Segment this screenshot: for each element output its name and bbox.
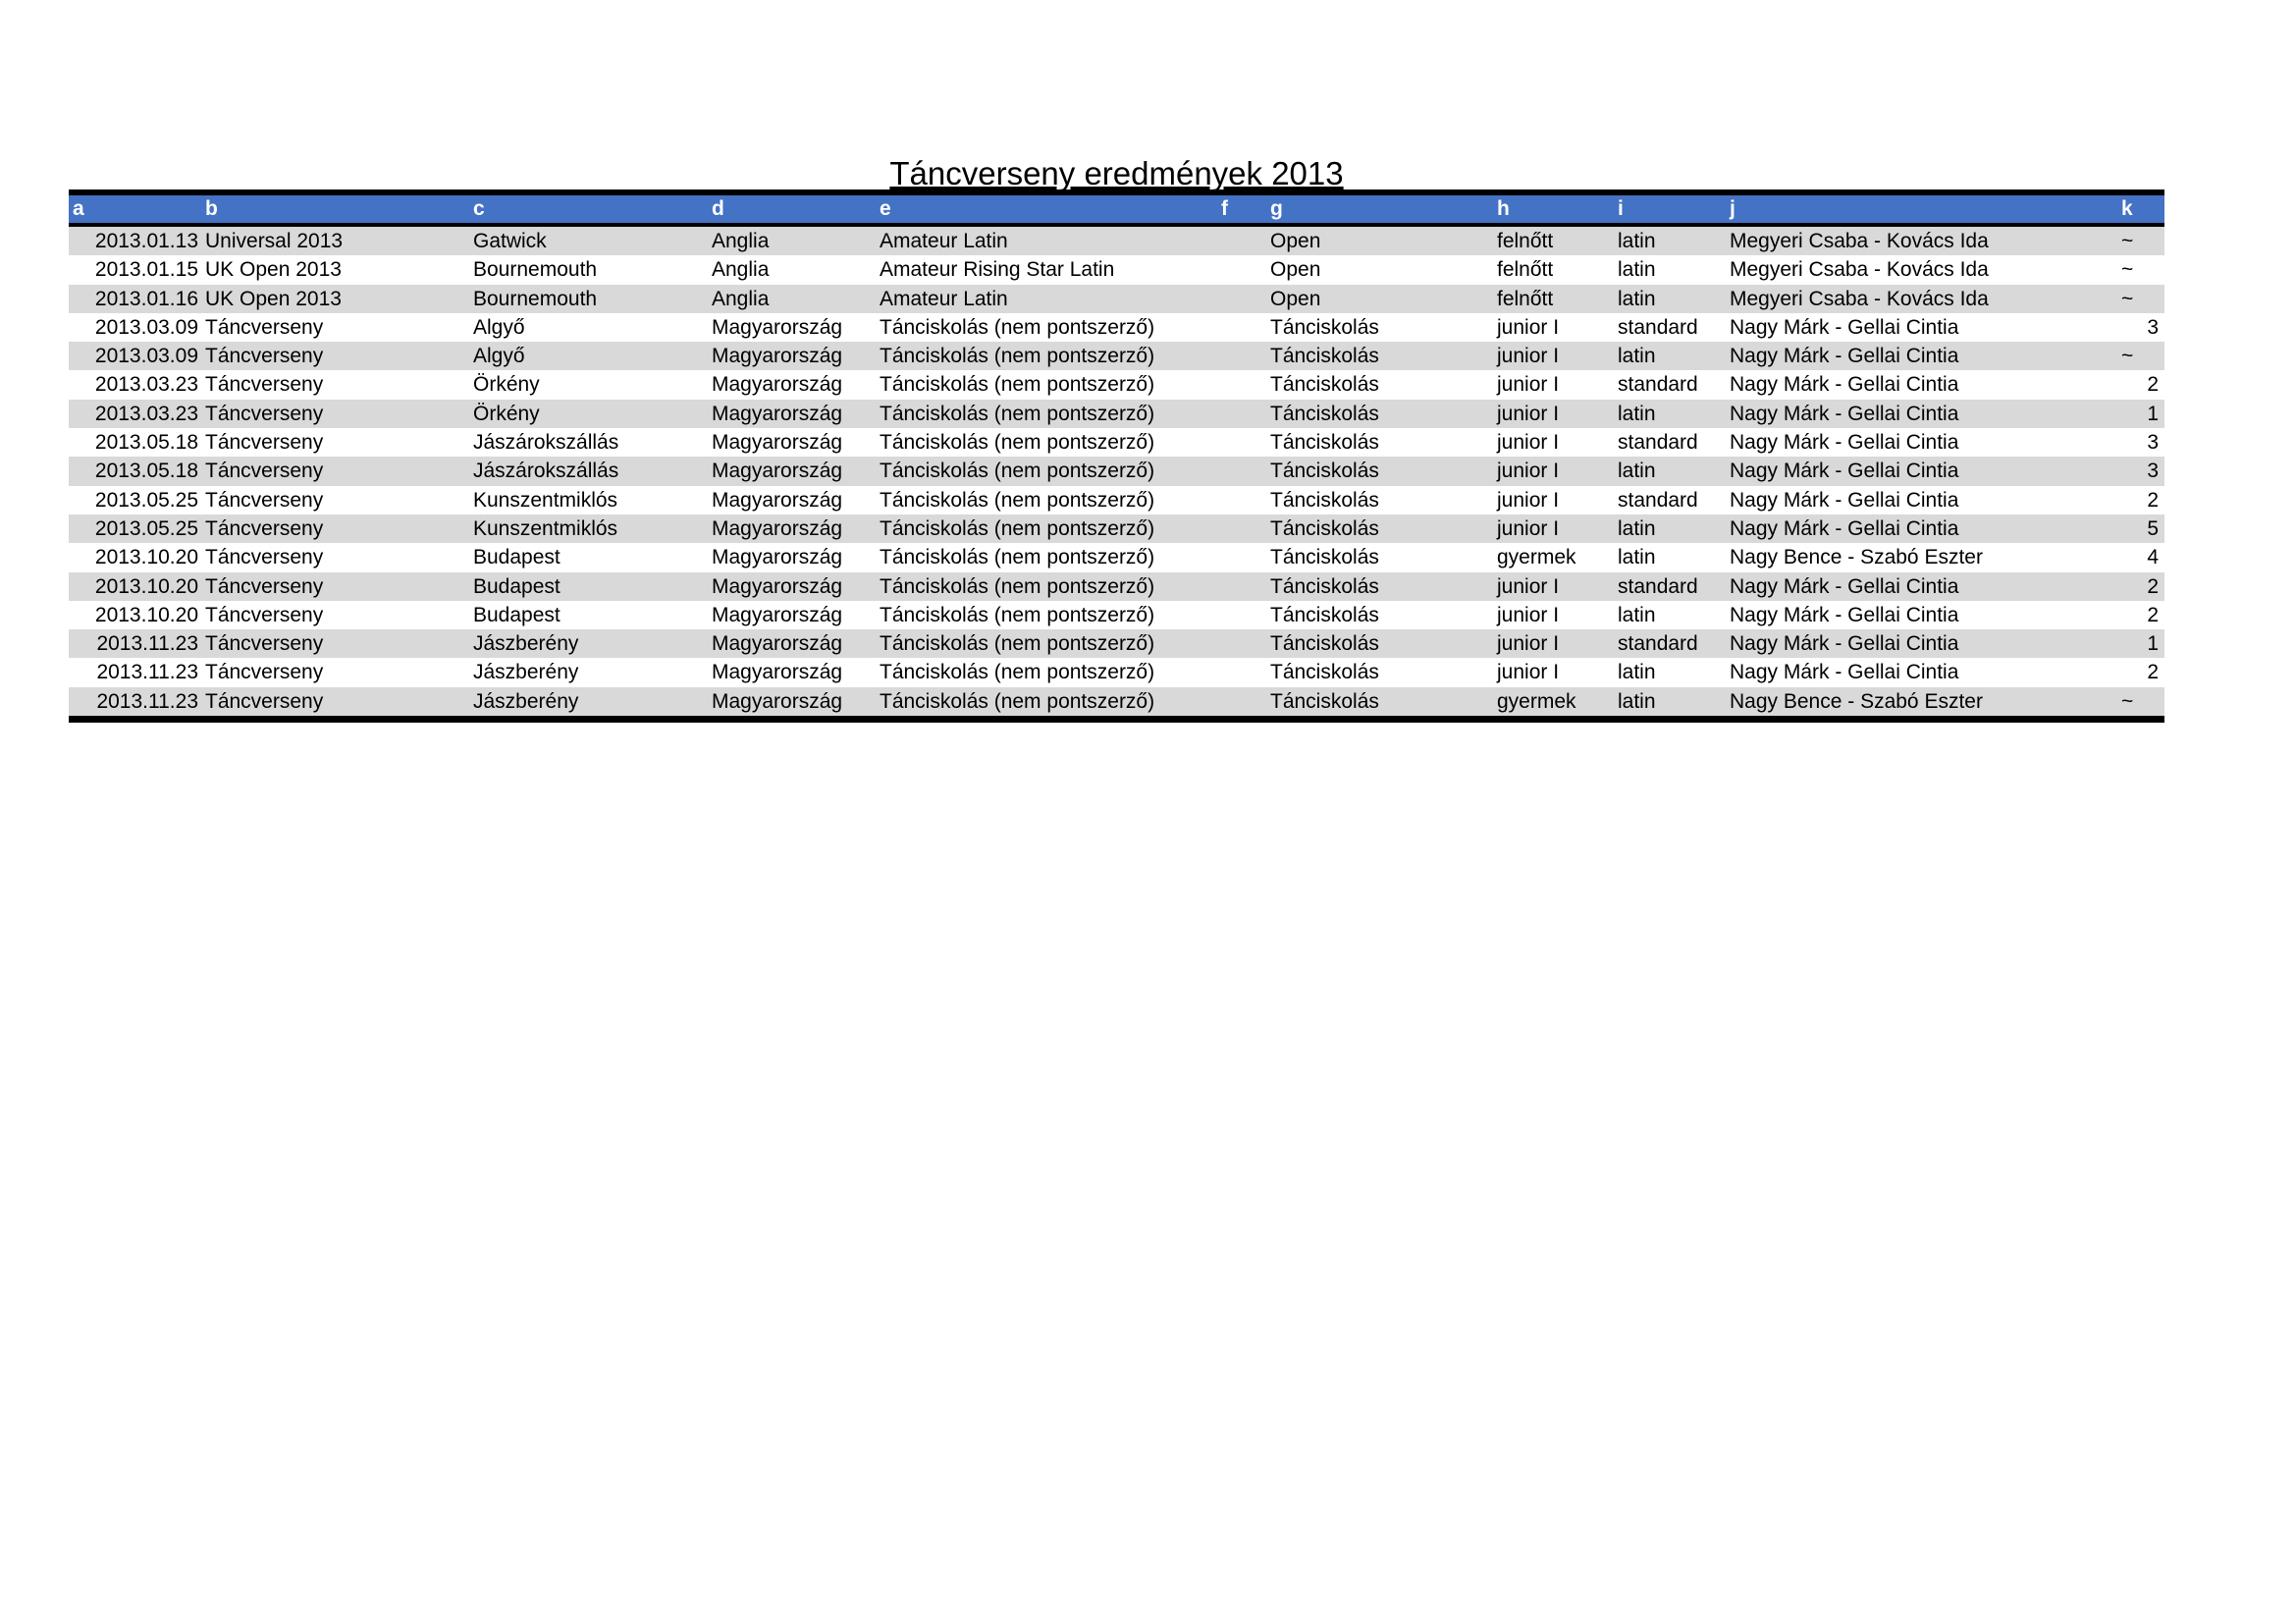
cell-i: standard: [1618, 315, 1698, 339]
cell-d: Magyarország: [712, 345, 843, 368]
cell-k: ~: [2121, 258, 2134, 282]
cell-a: 2013.03.23: [94, 402, 198, 425]
cell-i: latin: [1618, 661, 1656, 684]
cell-h: junior I: [1497, 402, 1560, 425]
cell-c: Algyő: [473, 315, 525, 339]
cell-j: Nagy Márk - Gellai Cintia: [1730, 402, 1959, 425]
cell-f: [1217, 543, 1266, 571]
column-header-k: k: [2121, 197, 2133, 220]
cell-g: Tánciskolás: [1270, 689, 1379, 713]
cell-d: Magyarország: [712, 402, 843, 425]
cell-h: junior I: [1497, 632, 1560, 656]
cell-c: Jászberény: [473, 661, 579, 684]
cell-h: junior I: [1497, 315, 1560, 339]
column-header-h: h: [1497, 197, 1510, 220]
cell-k: 5: [2147, 516, 2159, 540]
cell-k: 4: [2147, 546, 2159, 569]
cell-c: Budapest: [473, 574, 561, 598]
cell-k: 2: [2147, 488, 2159, 512]
cell-b: Táncverseny: [205, 574, 324, 598]
cell-e: Amateur Rising Star Latin: [880, 258, 1115, 282]
cell-d: Magyarország: [712, 488, 843, 512]
column-header-c: c: [473, 197, 485, 220]
cell-h: junior I: [1497, 373, 1560, 397]
cell-a: 2013.10.20: [94, 574, 198, 598]
cell-b: Táncverseny: [205, 603, 324, 626]
cell-a: 2013.11.23: [96, 661, 198, 684]
cell-g: Tánciskolás: [1270, 488, 1379, 512]
table-row: [69, 227, 2164, 255]
cell-d: Anglia: [712, 287, 770, 310]
cell-c: Gatwick: [473, 230, 547, 252]
table-row: [69, 285, 2164, 313]
cell-k: ~: [2121, 230, 2134, 252]
cell-c: Kunszentmiklós: [473, 488, 618, 512]
cell-k: 2: [2147, 661, 2159, 684]
cell-f: [1217, 572, 1266, 601]
cell-a: 2013.11.23: [96, 689, 198, 713]
cell-k: 3: [2147, 315, 2159, 339]
cell-d: Magyarország: [712, 546, 843, 569]
cell-i: latin: [1618, 402, 1656, 425]
page-title: Táncverseny eredmények 2013: [889, 155, 1344, 191]
cell-c: Bournemouth: [473, 287, 598, 310]
cell-i: latin: [1618, 230, 1656, 252]
cell-h: felnőtt: [1497, 258, 1554, 282]
cell-f: [1217, 629, 1266, 658]
cell-j: Nagy Márk - Gellai Cintia: [1730, 345, 1959, 368]
cell-k: 2: [2147, 373, 2159, 397]
column-header-f: f: [1221, 197, 1228, 220]
column-header-e: e: [880, 197, 891, 220]
cell-b: Táncverseny: [205, 488, 324, 512]
table-row: [69, 370, 2164, 399]
table-row: [69, 629, 2164, 658]
cell-b: Táncverseny: [205, 345, 324, 368]
cell-b: Táncverseny: [205, 689, 324, 713]
cell-j: Nagy Bence - Szabó Eszter: [1730, 546, 1983, 569]
table-row: [69, 457, 2164, 485]
column-header-b: b: [205, 197, 218, 220]
cell-k: 3: [2147, 460, 2159, 483]
cell-e: Tánciskolás (nem pontszerző): [880, 632, 1155, 656]
cell-j: Nagy Márk - Gellai Cintia: [1730, 632, 1959, 656]
cell-d: Anglia: [712, 230, 770, 252]
cell-c: Örkény: [473, 373, 540, 397]
cell-e: Tánciskolás (nem pontszerző): [880, 431, 1155, 455]
cell-g: Tánciskolás: [1270, 546, 1379, 569]
cell-i: standard: [1618, 431, 1698, 455]
cell-k: 2: [2147, 574, 2159, 598]
cell-h: junior I: [1497, 603, 1560, 626]
cell-f: [1217, 428, 1266, 457]
cell-b: Táncverseny: [205, 632, 324, 656]
cell-b: Táncverseny: [205, 402, 324, 425]
results-table: [69, 189, 2164, 723]
cell-e: Amateur Latin: [880, 287, 1008, 310]
cell-j: Nagy Márk - Gellai Cintia: [1730, 315, 1959, 339]
table-row: [69, 486, 2164, 514]
cell-b: Táncverseny: [205, 661, 324, 684]
cell-g: Tánciskolás: [1270, 345, 1379, 368]
cell-i: standard: [1618, 373, 1698, 397]
cell-k: ~: [2121, 345, 2134, 368]
cell-e: Tánciskolás (nem pontszerző): [880, 546, 1155, 569]
cell-g: Tánciskolás: [1270, 460, 1379, 483]
cell-f: [1217, 687, 1266, 716]
cell-f: [1217, 601, 1266, 629]
cell-c: Jászberény: [473, 689, 579, 713]
table-row: [69, 543, 2164, 571]
cell-h: junior I: [1497, 516, 1560, 540]
cell-e: Tánciskolás (nem pontszerző): [880, 460, 1155, 483]
cell-a: 2013.05.25: [94, 516, 198, 540]
cell-j: Nagy Márk - Gellai Cintia: [1730, 661, 1959, 684]
cell-d: Magyarország: [712, 373, 843, 397]
cell-b: Táncverseny: [205, 546, 324, 569]
cell-g: Tánciskolás: [1270, 373, 1379, 397]
cell-c: Budapest: [473, 603, 561, 626]
table-row: [69, 428, 2164, 457]
cell-e: Tánciskolás (nem pontszerző): [880, 603, 1155, 626]
cell-c: Algyő: [473, 345, 525, 368]
cell-h: junior I: [1497, 345, 1560, 368]
cell-g: Open: [1270, 287, 1321, 310]
cell-e: Tánciskolás (nem pontszerző): [880, 574, 1155, 598]
cell-j: Nagy Bence - Szabó Eszter: [1730, 689, 1983, 713]
cell-j: Nagy Márk - Gellai Cintia: [1730, 460, 1959, 483]
cell-e: Tánciskolás (nem pontszerző): [880, 689, 1155, 713]
cell-d: Magyarország: [712, 460, 843, 483]
cell-d: Magyarország: [712, 661, 843, 684]
cell-a: 2013.10.20: [94, 603, 198, 626]
cell-d: Magyarország: [712, 689, 843, 713]
cell-f: [1217, 370, 1266, 399]
cell-d: Magyarország: [712, 315, 843, 339]
cell-c: Jászárokszállás: [473, 431, 619, 455]
cell-c: Kunszentmiklós: [473, 516, 618, 540]
cell-i: latin: [1618, 345, 1656, 368]
cell-e: Tánciskolás (nem pontszerző): [880, 661, 1155, 684]
cell-d: Magyarország: [712, 603, 843, 626]
column-header-j: j: [1730, 197, 1735, 220]
cell-a: 2013.03.09: [94, 315, 198, 339]
cell-b: Táncverseny: [205, 373, 324, 397]
cell-b: UK Open 2013: [205, 258, 342, 282]
cell-h: felnőtt: [1497, 230, 1554, 252]
cell-f: [1217, 457, 1266, 485]
cell-b: Universal 2013: [205, 230, 344, 252]
cell-a: 2013.05.18: [94, 431, 198, 455]
cell-k: 2: [2147, 603, 2159, 626]
cell-h: junior I: [1497, 488, 1560, 512]
cell-d: Magyarország: [712, 632, 843, 656]
cell-k: 1: [2147, 632, 2159, 656]
table-row: [69, 572, 2164, 601]
cell-g: Tánciskolás: [1270, 574, 1379, 598]
cell-g: Tánciskolás: [1270, 315, 1379, 339]
cell-a: 2013.03.09: [94, 345, 198, 368]
cell-e: Tánciskolás (nem pontszerző): [880, 402, 1155, 425]
cell-f: [1217, 486, 1266, 514]
cell-a: 2013.05.25: [94, 488, 198, 512]
cell-j: Megyeri Csaba - Kovács Ida: [1730, 230, 1989, 252]
cell-j: Nagy Márk - Gellai Cintia: [1730, 488, 1959, 512]
cell-i: standard: [1618, 574, 1698, 598]
column-header-a: a: [73, 197, 84, 220]
cell-j: Nagy Márk - Gellai Cintia: [1730, 516, 1959, 540]
cell-i: latin: [1618, 546, 1656, 569]
cell-j: Nagy Márk - Gellai Cintia: [1730, 574, 1959, 598]
table-row: [69, 658, 2164, 686]
cell-j: Nagy Márk - Gellai Cintia: [1730, 603, 1959, 626]
cell-a: 2013.05.18: [94, 460, 198, 483]
cell-j: Nagy Márk - Gellai Cintia: [1730, 431, 1959, 455]
cell-i: latin: [1618, 516, 1656, 540]
table-row: [69, 687, 2164, 716]
cell-g: Open: [1270, 258, 1321, 282]
cell-h: junior I: [1497, 661, 1560, 684]
cell-i: standard: [1618, 488, 1698, 512]
cell-a: 2013.01.15: [94, 258, 198, 282]
cell-c: Jászberény: [473, 632, 579, 656]
cell-a: 2013.01.13: [94, 230, 198, 252]
cell-a: 2013.03.23: [94, 373, 198, 397]
cell-a: 2013.11.23: [96, 632, 198, 656]
cell-e: Tánciskolás (nem pontszerző): [880, 516, 1155, 540]
cell-d: Anglia: [712, 258, 770, 282]
table-row: [69, 313, 2164, 342]
cell-h: junior I: [1497, 460, 1560, 483]
table-row: [69, 514, 2164, 543]
cell-i: latin: [1618, 258, 1656, 282]
cell-b: Táncverseny: [205, 315, 324, 339]
cell-e: Amateur Latin: [880, 230, 1008, 252]
cell-b: Táncverseny: [205, 431, 324, 455]
cell-j: Megyeri Csaba - Kovács Ida: [1730, 287, 1989, 310]
cell-a: 2013.01.16: [94, 287, 198, 310]
cell-j: Nagy Márk - Gellai Cintia: [1730, 373, 1959, 397]
cell-d: Magyarország: [712, 516, 843, 540]
column-header-g: g: [1270, 197, 1283, 220]
table-header-row: [69, 195, 2164, 227]
table-row: [69, 255, 2164, 284]
cell-i: latin: [1618, 287, 1656, 310]
cell-j: Megyeri Csaba - Kovács Ida: [1730, 258, 1989, 282]
cell-k: 1: [2147, 402, 2159, 425]
cell-c: Bournemouth: [473, 258, 598, 282]
cell-f: [1217, 658, 1266, 686]
cell-b: UK Open 2013: [205, 287, 342, 310]
table-row: [69, 342, 2164, 370]
cell-c: Budapest: [473, 546, 561, 569]
cell-h: gyermek: [1497, 689, 1576, 713]
cell-g: Tánciskolás: [1270, 431, 1379, 455]
table-body: [69, 227, 2164, 716]
cell-h: junior I: [1497, 574, 1560, 598]
cell-e: Tánciskolás (nem pontszerző): [880, 345, 1155, 368]
cell-d: Magyarország: [712, 574, 843, 598]
table-row: [69, 400, 2164, 428]
cell-g: Tánciskolás: [1270, 402, 1379, 425]
cell-f: [1217, 227, 1266, 255]
cell-g: Tánciskolás: [1270, 603, 1379, 626]
cell-f: [1217, 255, 1266, 284]
cell-f: [1217, 313, 1266, 342]
cell-e: Tánciskolás (nem pontszerző): [880, 373, 1155, 397]
cell-f: [1217, 400, 1266, 428]
cell-c: Jászárokszállás: [473, 460, 619, 483]
cell-g: Open: [1270, 230, 1321, 252]
cell-g: Tánciskolás: [1270, 516, 1379, 540]
cell-b: Táncverseny: [205, 516, 324, 540]
column-header-i: i: [1618, 197, 1624, 220]
cell-c: Örkény: [473, 402, 540, 425]
cell-f: [1217, 342, 1266, 370]
cell-b: Táncverseny: [205, 460, 324, 483]
cell-h: felnőtt: [1497, 287, 1554, 310]
cell-e: Tánciskolás (nem pontszerző): [880, 488, 1155, 512]
column-header-d: d: [712, 197, 724, 220]
cell-f: [1217, 285, 1266, 313]
cell-f: [1217, 514, 1266, 543]
cell-h: junior I: [1497, 431, 1560, 455]
cell-k: ~: [2121, 287, 2134, 310]
cell-i: latin: [1618, 460, 1656, 483]
cell-i: latin: [1618, 689, 1656, 713]
cell-k: ~: [2121, 689, 2134, 713]
cell-a: 2013.10.20: [94, 546, 198, 569]
cell-i: standard: [1618, 632, 1698, 656]
cell-e: Tánciskolás (nem pontszerző): [880, 315, 1155, 339]
cell-g: Tánciskolás: [1270, 661, 1379, 684]
cell-k: 3: [2147, 431, 2159, 455]
cell-g: Tánciskolás: [1270, 632, 1379, 656]
cell-d: Magyarország: [712, 431, 843, 455]
cell-i: latin: [1618, 603, 1656, 626]
cell-h: gyermek: [1497, 546, 1576, 569]
table-row: [69, 601, 2164, 629]
